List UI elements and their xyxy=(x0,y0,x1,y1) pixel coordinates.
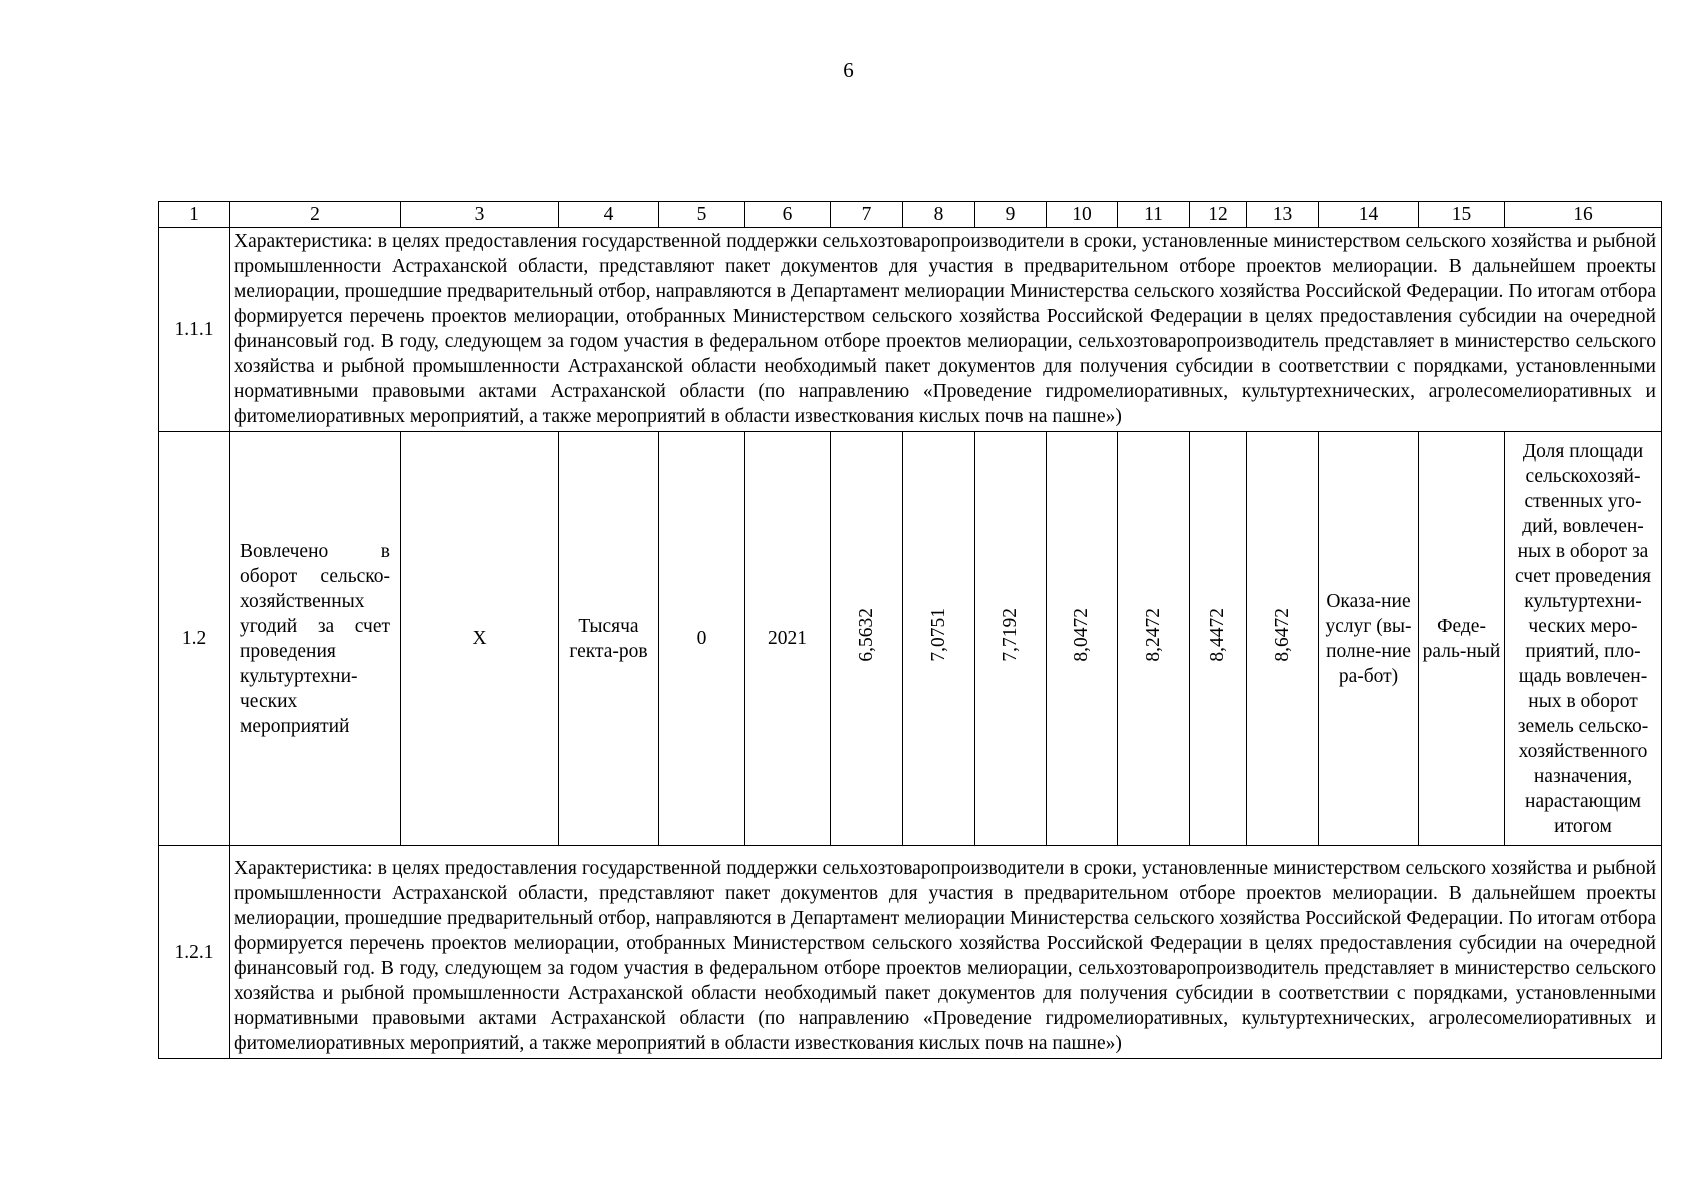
characteristic-text: Характеристика: в целях предоставления государственной поддержки сельхозтоваропроизводители в сроки, установленные министерством сельского хозяйства и рыбной промышленности Астраханской области, представляют пакет документов для участия в предварительном отборе проектов мелиорации. В дальнейшем проекты мелиорации, прошедшие предварительный отбор, направляются в Департамент мелиорации Министерства сельского хозяйства Российской Федерации. По итогам отбора формируется перечень проектов мелиорации, отобранных Министерством сельского хозяйства Российской Федерации в целях предоставления субсидии на очередной финансовый год. В году, следующем за годом участия в федеральном отборе проектов мелиорации, сельхозтоваропроизводитель представляет в министерство сельского хозяйства и рыбной промышленности Астраханской области необходимый пакет документов для получения субсидии в соответствии с порядками, установленными нормативными правовыми актами Астраханской области (по направлению «Проведение гидромелиоративных, культуртехнических, агролесомелиоративных и фитомелиоративных мероприятий, а также мероприятий в области известкования кислых почв на пашне») xyxy=(230,846,1662,1059)
year-value-cell xyxy=(975,432,1047,846)
column-number: 10 xyxy=(1047,202,1118,228)
characteristic-text: Характеристика: в целях предоставления государственной поддержки сельхозтоваропроизводители в сроки, установленные министерством сельского хозяйства и рыбной промышленности Астраханской области, представляют пакет документов для участия в предварительном отборе проектов мелиорации. В дальнейшем проекты мелиорации, прошедшие предварительный отбор, направляются в Департамент мелиорации Министерства сельского хозяйства Российской Федерации. По итогам отбора формируется перечень проектов мелиорации, отобранных Министерством сельского хозяйства Российской Федерации в целях предоставления субсидии на очередной финансовый год. В году, следующем за годом участия в федеральном отборе проектов мелиорации, сельхозтоваропроизводитель представляет в министерство сельского хозяйства и рыбной промышленности Астраханской области необходимый пакет документов для получения субсидии в соответствии с порядками, установленными нормативными правовыми актами Астраханской области (по направлению «Проведение гидромелиоративных, культуртехнических, агролесомелиоративных и фитомелиоративных мероприятий, а также мероприятий в области известкования кислых почв на пашне») xyxy=(230,228,1662,432)
indicator-description: Доля площади сельскохозяй-ственных уго-дий, вовлечен-ных в оборот за счет проведения культуртехни-ческих меро-приятий, пло-щадь вовлечен-ных в оборот земель сельско-хозяйственного назначения, нарастающим итогом xyxy=(1505,432,1662,846)
column-number: 7 xyxy=(831,202,903,228)
year-value-cell xyxy=(1118,432,1190,846)
row-code: 1.2.1 xyxy=(159,846,230,1059)
year-value-cell xyxy=(1247,432,1319,846)
indicators-table xyxy=(158,201,1662,1059)
year-value-cell xyxy=(1190,432,1247,846)
base-value: 0 xyxy=(659,432,745,846)
indicator-attribute: Х xyxy=(401,432,559,846)
year-value: 7,0751 xyxy=(927,608,949,662)
table-row-1-2-1 xyxy=(159,846,1662,1059)
year-value: 6,5632 xyxy=(855,608,877,662)
column-number: 13 xyxy=(1247,202,1319,228)
column-number: 3 xyxy=(401,202,559,228)
year-value-cell xyxy=(831,432,903,846)
table-row-1-1-1 xyxy=(159,228,1662,432)
column-number-row xyxy=(159,202,1662,228)
page-number: 6 xyxy=(843,58,854,82)
row-code: 1.2 xyxy=(159,432,230,846)
year-value: 8,2472 xyxy=(1142,608,1164,662)
column-number: 5 xyxy=(659,202,745,228)
year-value: 8,4472 xyxy=(1207,608,1228,662)
year-value-cell xyxy=(903,432,975,846)
indicator-name: Вовлечено в оборот сельско-хозяйственных угодий за счет проведения культуртехни-ческих мероприятий xyxy=(230,432,401,846)
column-number: 2 xyxy=(230,202,401,228)
column-number: 9 xyxy=(975,202,1047,228)
unit-of-measure: Тысяча гекта-ров xyxy=(559,432,659,846)
indicator-level: Феде-раль-ный xyxy=(1419,432,1505,846)
column-number: 6 xyxy=(745,202,831,228)
column-number: 12 xyxy=(1190,202,1247,228)
column-number: 16 xyxy=(1505,202,1662,228)
year-value: 8,6472 xyxy=(1271,608,1293,662)
column-number: 11 xyxy=(1118,202,1190,228)
column-number: 1 xyxy=(159,202,230,228)
table-row-1-2 xyxy=(159,432,1662,846)
column-number: 8 xyxy=(903,202,975,228)
column-number: 15 xyxy=(1419,202,1505,228)
column-number: 14 xyxy=(1319,202,1419,228)
indicator-type: Оказа-ние услуг (вы-полне-ние ра-бот) xyxy=(1319,432,1419,846)
year-value-cell xyxy=(1047,432,1118,846)
row-code: 1.1.1 xyxy=(159,228,230,432)
column-number: 4 xyxy=(559,202,659,228)
year-value: 7,7192 xyxy=(999,608,1021,662)
base-year: 2021 xyxy=(745,432,831,846)
year-value: 8,0472 xyxy=(1071,608,1092,662)
